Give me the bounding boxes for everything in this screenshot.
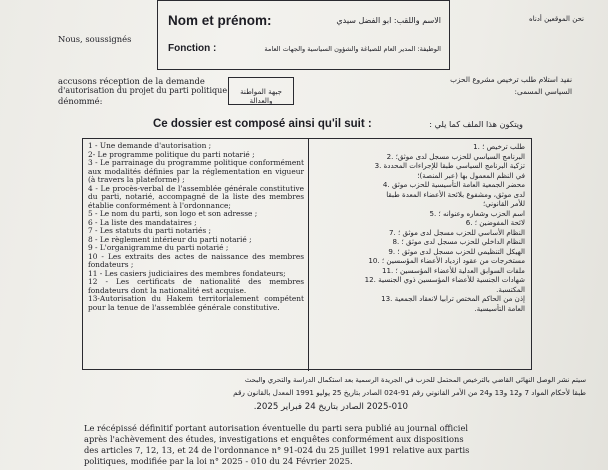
dossier-item-ar: للأمر القانوني؛ xyxy=(482,199,525,208)
nom-label: Nom et prénom: xyxy=(168,13,272,28)
dossier-title-ar: ويتكون هذا الملف كما يلي : xyxy=(429,119,523,129)
accuse-fr-line3: dénommé: xyxy=(58,96,103,106)
dossier-item-ar: البرنامج السياسي للحزب مسجل لدى موثق؛ .2 xyxy=(386,151,525,161)
closing-ar-line2: طبقا لأحكام المواد 7 و12 و13 و24 من الأمر القانوني رقم 91-024 الصادر بتاريخ 25 يوليو 1991 المعدل بالقانون رقم xyxy=(233,388,586,397)
closing-fr-line4: politiques, modifiée par la loi n° 2025 - 010 du 24 Février 2025. xyxy=(84,456,353,466)
closing-fr-line3: des articles 7, 12, 13, et 24 de l'ordonnance n° 91-024 du 25 juillet 1991 relative aux partis xyxy=(84,445,470,455)
dossier-item-ar: مستخرجات من عقود ازدياد الأعضاء المؤسسين ؛ .10 xyxy=(368,256,525,265)
dossier-item-ar: محضر الجمعية العامة التأسيسية للحزب موثق .4 xyxy=(382,180,525,189)
dossier-item-ar: شهادات الجنسية للأعضاء المؤسسين ذوي الجنسية .12 xyxy=(364,275,525,284)
signatory-box xyxy=(157,0,450,70)
nous-soussignes-text: Nous, soussignés xyxy=(58,34,132,44)
nous-ar-text: نحن الموقعين أدناه xyxy=(529,15,584,23)
accuse-fr-line2: d'autorisation du projet du parti politique xyxy=(58,86,228,95)
dossier-item-fr: 7 - Les statuts du parti notariés ; xyxy=(88,226,212,235)
nom-value: ابو الفضل سيدي xyxy=(336,16,392,25)
dossier-item-fr: 6 - La liste des mandataires ; xyxy=(88,217,197,227)
dossier-item-ar: العامة التأسيسية. xyxy=(474,303,525,313)
dossier-item-fr: 4 - Le procès-verbal de l'assemblée générale constitutive du parti, notarié, accompagné de la liste des membres établie conformément à l'ordonnance; xyxy=(88,183,304,210)
fonction-label: Fonction : xyxy=(168,43,217,54)
accuse-ar-line2: السياسي المسمى: xyxy=(514,87,572,96)
accuse-fr-line1: accusons réception de la demande xyxy=(58,76,205,86)
dossier-item-ar: الهيكل التنظيمي للحزب مسجل لدى موثق ؛ .9 xyxy=(388,246,525,256)
french-items-column xyxy=(88,142,304,312)
fonction-value: المدير العام للصياغة والشؤون السياسية والجهات العامة xyxy=(264,45,416,53)
dossier-item-ar: طلب ترخيص ؛ .1 xyxy=(473,142,525,151)
dossier-item-fr: 5 - Le nom du parti, son logo et son adresse ; xyxy=(88,209,258,218)
dossier-item-ar: لدى موثق، ومشفوع بلائحة الأعضاء المعدة طبقا xyxy=(386,189,525,199)
dossier-item-ar: ملفات السوابق العدلية للأعضاء المؤسسين ؛ .11 xyxy=(381,265,525,275)
closing-fr-line2: après l'achèvement des études, investigations et enquêtes conformément aux dispositions xyxy=(84,434,464,444)
nom-ar-line xyxy=(336,16,441,25)
party-name-box xyxy=(228,77,294,105)
dossier-item-fr: 11 - Les casiers judiciaires des membres fondateurs; xyxy=(88,268,286,278)
arabic-items-column xyxy=(313,142,525,313)
dossier-table xyxy=(82,138,532,370)
dossier-item-ar: لائحة المفوضين ؛ .6 xyxy=(465,218,525,227)
dossier-item-fr: 3 - Le parrainage du programme politique conformément aux modalités définies par la réglementation en vigueur (à travers la plateforme) ; xyxy=(88,158,304,184)
dossier-item-fr: 13-Autorisation du Hakem territorialement compétent pour la tenue de l'assemblée générale constitutive. xyxy=(88,294,304,312)
dossier-item-ar: إذن من الحاكم المختص ترابيا لانعقاد الجمعية .13 xyxy=(381,294,525,303)
dossier-item-fr: 10 - Les extraits des actes de naissance des membres fondateurs ; xyxy=(88,251,304,269)
dossier-item-fr: 8 - Le règlement intérieur du parti notarié ; xyxy=(88,234,252,244)
dossier-item-ar: النظام الداخلي للحزب مسجل لدى موثق ؛ .8 xyxy=(392,237,525,246)
closing-fr-line1: Le récépissé définitif portant autorisation éventuelle du parti sera publié au journal officiel xyxy=(84,423,469,433)
fonction-ar-line xyxy=(264,45,441,53)
dossier-item-ar: المكتسبة. xyxy=(496,284,525,294)
dossier-item-ar: تزكية البرنامج السياسي طبقا للإجراءات المحددة .3 xyxy=(374,161,525,170)
accuse-ar-line1: نفيد استلام طلب ترخيص مشروع الحزب xyxy=(450,75,572,84)
dossier-item-fr: 9 - L'organigramme du parti notarié ; xyxy=(88,243,229,252)
closing-ar-line1: سيتم نشر الوصل النهائي القاضي بالترخيص المحتمل للحزب في الجريدة الرسمية بعد استكمال الدراسة والتحري والبحث xyxy=(244,376,586,384)
nom-ar-label: الاسم واللقب: xyxy=(393,16,441,25)
dossier-item-ar: اسم الحزب وشعاره وعنوانه ؛ .5 xyxy=(429,208,525,218)
closing-ar-line3: 2025-010 الصادر بتاريخ 24 فبراير 2025. xyxy=(253,402,408,412)
dossier-item-fr: 12 - Les certificats de nationalité des membres fondateurs dont la nationalité est acquise. xyxy=(88,277,304,295)
party-name: جبهة المواطنة والعدالة xyxy=(240,87,282,105)
dossier-item-fr: 2- Le programme politique du parti notarié ; xyxy=(88,149,255,159)
column-divider xyxy=(308,139,309,371)
dossier-item-fr: 1 - Une demande d'autorisation ; xyxy=(88,141,212,150)
dossier-item-ar: النظام الأساسي للحزب مسجل لدى موثق ؛ .7 xyxy=(389,227,525,237)
dossier-item-ar: في النظم المعمول بها (عبر المنصة)؛ xyxy=(417,170,525,180)
fonction-ar-label: الوظيفة: xyxy=(417,45,441,53)
dossier-title: Ce dossier est composé ainsi qu'il suit : xyxy=(153,118,372,130)
